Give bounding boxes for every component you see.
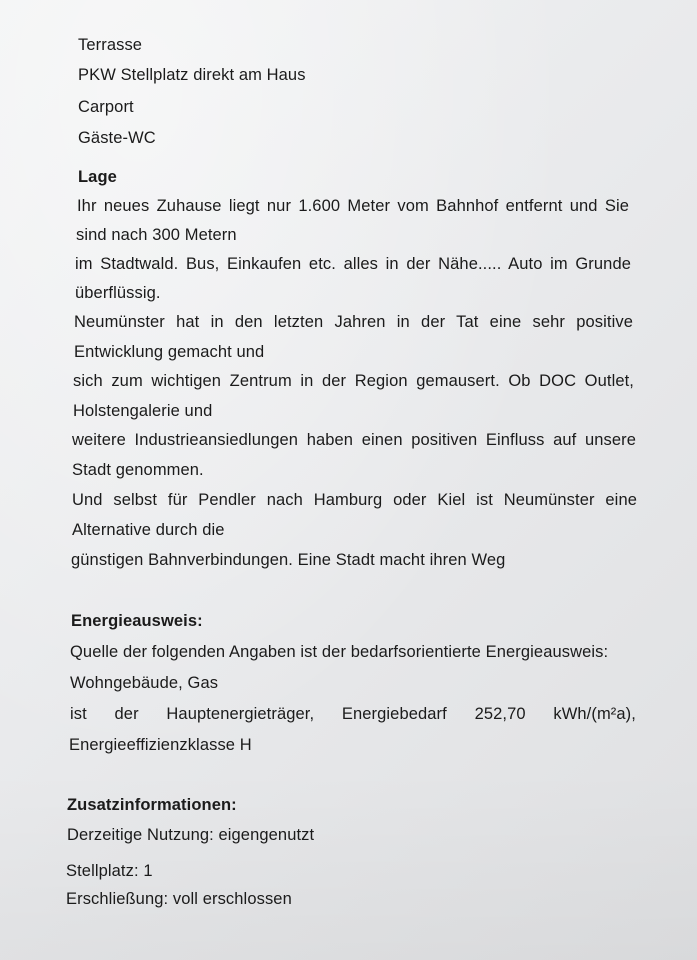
zusatz-erschliessung: Erschließung: voll erschlossen [66, 890, 292, 908]
energie-line-2: Wohngebäude, Gas [70, 674, 219, 692]
lage-paragraph-5-line-1 [72, 430, 636, 450]
energie-word: Hauptenergieträger, [166, 705, 315, 723]
zusatz-nutzung: Derzeitige Nutzung: eigengenutzt [67, 826, 315, 844]
section-heading-lage: Lage [78, 168, 117, 186]
lage-paragraph-2-line-2: überflüssig. [75, 284, 161, 302]
energie-word: der [114, 705, 139, 723]
energie-line-1: Quelle der folgenden Angaben ist der bedarfsorientierte Energieausweis: [70, 643, 609, 661]
energie-line-4: Energieeffizienzklasse H [69, 736, 252, 754]
section-heading-energieausweis: Energieausweis: [71, 612, 203, 630]
feature-carport: Carport [78, 98, 134, 116]
section-heading-zusatzinformationen: Zusatzinformationen: [67, 796, 237, 814]
energie-word: Energiebedarf [341, 705, 447, 723]
lage-text: Ihr neues Zuhause liegt nur 1.600 Meter vom Bahnhof entfernt und Sie [77, 197, 629, 215]
feature-parking: PKW Stellplatz direkt am Haus [78, 66, 306, 84]
energie-word: kWh/(m²a), [553, 705, 636, 723]
feature-guest-wc: Gäste-WC [78, 129, 156, 147]
lage-text: sich zum wichtigen Zentrum in der Region gemausert. Ob DOC Outlet, [73, 372, 634, 390]
lage-paragraph-1-line-1 [77, 196, 629, 216]
lage-paragraph-1-line-2: sind nach 300 Metern [76, 226, 237, 244]
lage-paragraph-3-line-1 [74, 312, 633, 332]
energie-word: 252,70 [474, 705, 526, 723]
lage-text: Neumünster hat in den letzten Jahren in der Tat eine sehr positive [74, 313, 633, 331]
lage-text: weitere Industrieansiedlungen haben einen positiven Einfluss auf unsere [72, 431, 636, 449]
lage-paragraph-4-line-2: Holstengalerie und [73, 402, 213, 420]
lage-text: Und selbst für Pendler nach Hamburg oder Kiel ist Neumünster eine [72, 491, 637, 509]
lage-paragraph-6-line-1 [72, 490, 637, 510]
lage-paragraph-6-line-2: Alternative durch die [72, 521, 225, 539]
lage-paragraph-2-line-1 [75, 254, 631, 274]
lage-text: im Stadtwald. Bus, Einkaufen etc. alles in der Nähe..... Auto im Grunde [75, 255, 631, 273]
energie-word: ist [70, 705, 87, 723]
energie-line-3 [70, 704, 636, 724]
lage-paragraph-5-line-2: Stadt genommen. [72, 461, 204, 479]
zusatz-stellplatz: Stellplatz: 1 [66, 862, 153, 880]
lage-paragraph-3-line-2: Entwicklung gemacht und [74, 343, 265, 361]
lage-paragraph-7-line-1: günstigen Bahnverbindungen. Eine Stadt macht ihren Weg [71, 551, 506, 569]
feature-terrace: Terrasse [78, 36, 143, 54]
lage-paragraph-4-line-1 [73, 371, 634, 391]
